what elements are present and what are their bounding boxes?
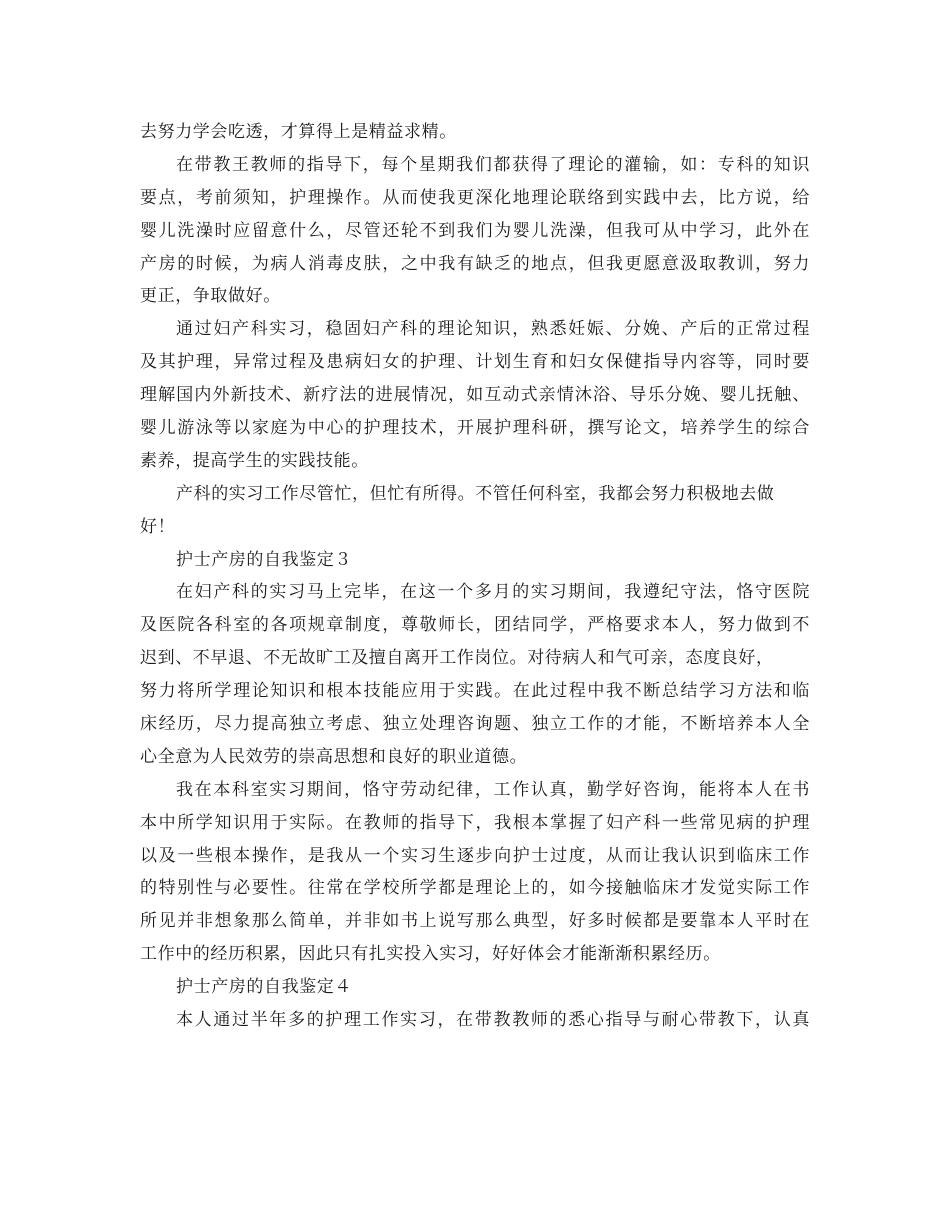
- text-line: 去努力学会吃透，才算得上是精益求精。: [140, 122, 457, 142]
- text-line: 心全意为人民效劳的崇高思想和良好的职业道德。: [140, 746, 528, 767]
- text-line: 好！: [140, 516, 176, 537]
- text-line: 以及一些根本操作，是我从一个实习生逐步向护士过度，从而让我认识到临床工作: [140, 845, 810, 866]
- text-line: 及其护理，异常过程及患病妇女的护理、计划生育和妇女保健指导内容等，同时要: [140, 352, 810, 373]
- text-line: 护士产房的自我鉴定３: [176, 549, 352, 570]
- text-line: 产房的时候，为病人消毒皮肤，之中我有缺乏的地点，但我更愿意汲取教训，努力: [140, 253, 810, 274]
- text-line: 通过妇产科实习，稳固妇产科的理论知识，熟悉妊娠、分娩、产后的正常过程: [176, 319, 810, 340]
- text-line: 本中所学知识用于实际。在教师的指导下，我根本掌握了妇产科一些常见病的护理: [140, 812, 810, 833]
- text-line: 床经历，尽力提高独立考虑、独立处理咨询题、独立工作的才能，不断培养本人全: [140, 714, 810, 735]
- text-line: 婴儿洗澡时应留意什么，尽管还轮不到我们为婴儿洗澡，但我可从中学习，此外在: [140, 220, 810, 241]
- text-line: 本人通过半年多的护理工作实习，在带教教师的悉心指导与耐心带教下，认真: [176, 1010, 810, 1031]
- text-line: 迟到、不早退、不无故旷工及擅自离开工作岗位。对待病人和气可亲，态度良好，: [140, 648, 774, 669]
- text-line: 工作中的经历积累，因此只有扎实投入实习，好好体会才能渐渐积累经历。: [140, 944, 721, 965]
- text-line: 所见并非想象那么简单，并非如书上说写那么典型，好多时候都是要靠本人平时在: [140, 911, 810, 932]
- text-line: 更正，争取做好。: [140, 286, 281, 307]
- text-line: 我在本科室实习期间，恪守劳动纪律，工作认真，勤学好咨询，能将本人在书: [176, 779, 810, 800]
- text-line: 婴儿游泳等以家庭为中心的护理技术，开展护理科研，撰写论文，培养学生的综合: [140, 418, 810, 439]
- text-line: 理解国内外新技术、新疗法的进展情况，如互动式亲情沐浴、导乐分娩、婴儿抚触、: [140, 385, 810, 406]
- text-line: 在妇产科的实习马上完毕，在这一个多月的实习期间，我遵纪守法，恪守医院: [176, 582, 810, 603]
- text-line: 努力将所学理论知识和根本技能应用于实践。在此过程中我不断总结学习方法和临: [140, 681, 810, 702]
- text-line: 护士产房的自我鉴定４: [176, 977, 352, 998]
- text-line: 要点，考前须知，护理操作。从而使我更深化地理论联络到实践中去，比方说，给: [140, 187, 810, 208]
- text-line: 在带教王教师的指导下，每个星期我们都获得了理论的灌输，如：专科的知识: [176, 154, 810, 175]
- text-line: 素养，提高学生的实践技能。: [140, 450, 369, 471]
- text-line: 的特别性与必要性。往常在学校所学都是理论上的，如今接触临床才发觉实际工作: [140, 878, 810, 899]
- text-line: 及医院各科室的各项规章制度，尊敬师长，团结同学，严格要求本人，努力做到不: [140, 615, 810, 636]
- text-line: 产科的实习工作尽管忙，但忙有所得。不管任何科室，我都会努力积极地去做: [176, 483, 775, 504]
